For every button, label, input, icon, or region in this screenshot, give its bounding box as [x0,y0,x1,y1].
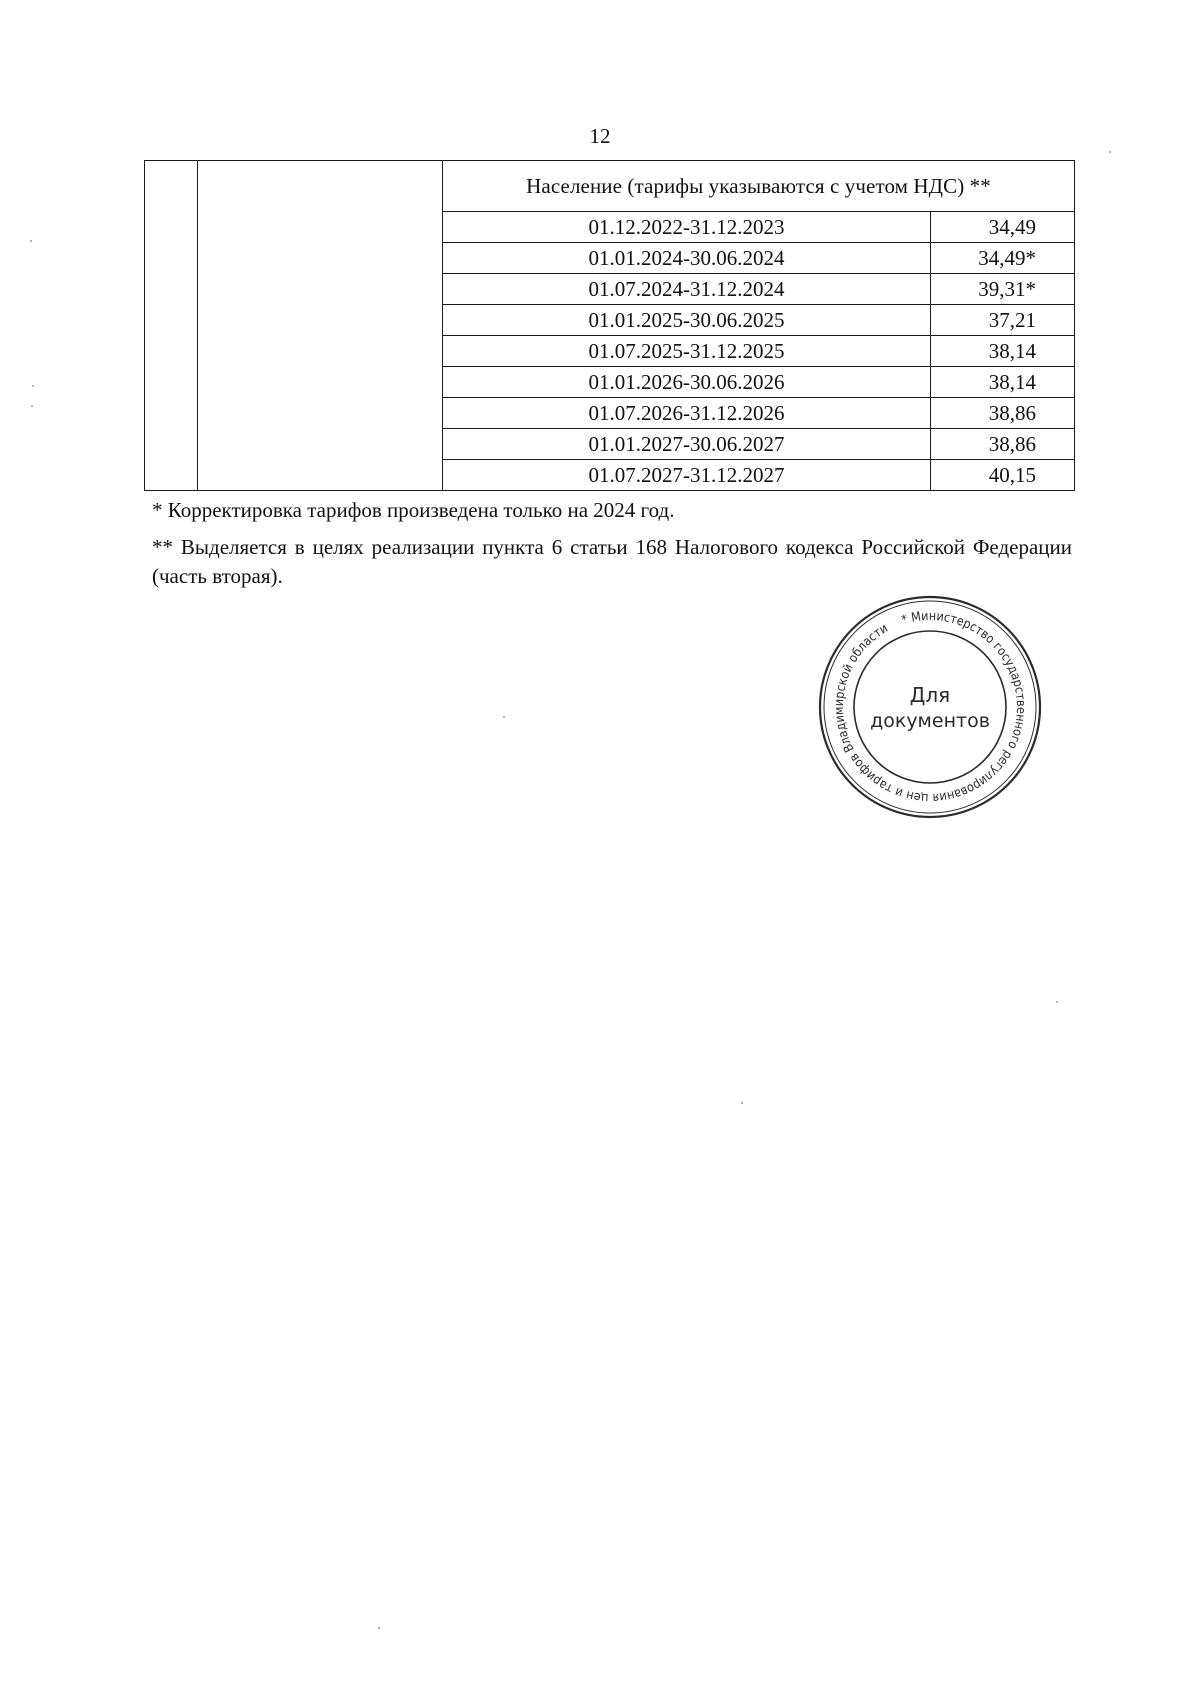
official-stamp [815,592,1045,822]
footnote-vat: ** Выделяется в целях реализации пункта 6 статьи 168 Налогового кодекса Российской Федерации (часть вторая). [152,535,1072,588]
blank-name-column [198,161,443,491]
page-number: 12 [589,124,611,148]
period-cell: 01.12.2022-31.12.2023 [443,212,931,243]
scan-speck [741,1102,743,1104]
period-cell: 01.01.2024-30.06.2024 [443,243,931,274]
tariff-value-cell: 34,49 [931,212,1075,243]
tariff-value-cell: 37,21 [931,305,1075,336]
period-cell: 01.01.2027-30.06.2027 [443,429,931,460]
period-cell: 01.01.2025-30.06.2025 [443,305,931,336]
period-cell: 01.07.2024-31.12.2024 [443,274,931,305]
stamp-outer-ring [820,597,1040,817]
stamp-ring-text: * Министерство государственного регулирования цен и тарифов Владимирской области [830,607,1030,807]
footnote-correction: * Корректировка тарифов произведена только на 2024 год. [152,498,675,522]
stamp-center-line2: документов [870,710,990,732]
consumer-group-header: Население (тарифы указываются с учетом НДС) ** [443,161,1075,212]
tariff-value-cell: 38,86 [931,429,1075,460]
scan-speck [378,1627,380,1629]
period-cell: 01.07.2025-31.12.2025 [443,336,931,367]
tariff-value-cell: 38,14 [931,336,1075,367]
tariff-value-cell: 39,31* [931,274,1075,305]
tariff-value-cell: 38,86 [931,398,1075,429]
blank-number-column [145,161,198,491]
scan-speck [31,405,33,407]
period-cell: 01.01.2026-30.06.2026 [443,367,931,398]
scan-speck [30,240,32,242]
tariff-value-cell: 34,49* [931,243,1075,274]
stamp-outer-ring-inner [824,601,1036,813]
table-header-row [145,161,1075,212]
scan-speck [1109,151,1111,153]
stamp-inner-ring [854,631,1006,783]
period-cell: 01.07.2026-31.12.2026 [443,398,931,429]
scan-speck [503,716,505,718]
scan-speck [32,385,34,387]
stamp-star: * [899,610,910,628]
tariff-value-cell: 40,15 [931,460,1075,491]
tariff-value-cell: 38,14 [931,367,1075,398]
tariff-table [144,160,1075,491]
stamp-center-line1: Для [909,683,951,707]
scan-speck [1056,1001,1058,1003]
period-cell: 01.07.2027-31.12.2027 [443,460,931,491]
